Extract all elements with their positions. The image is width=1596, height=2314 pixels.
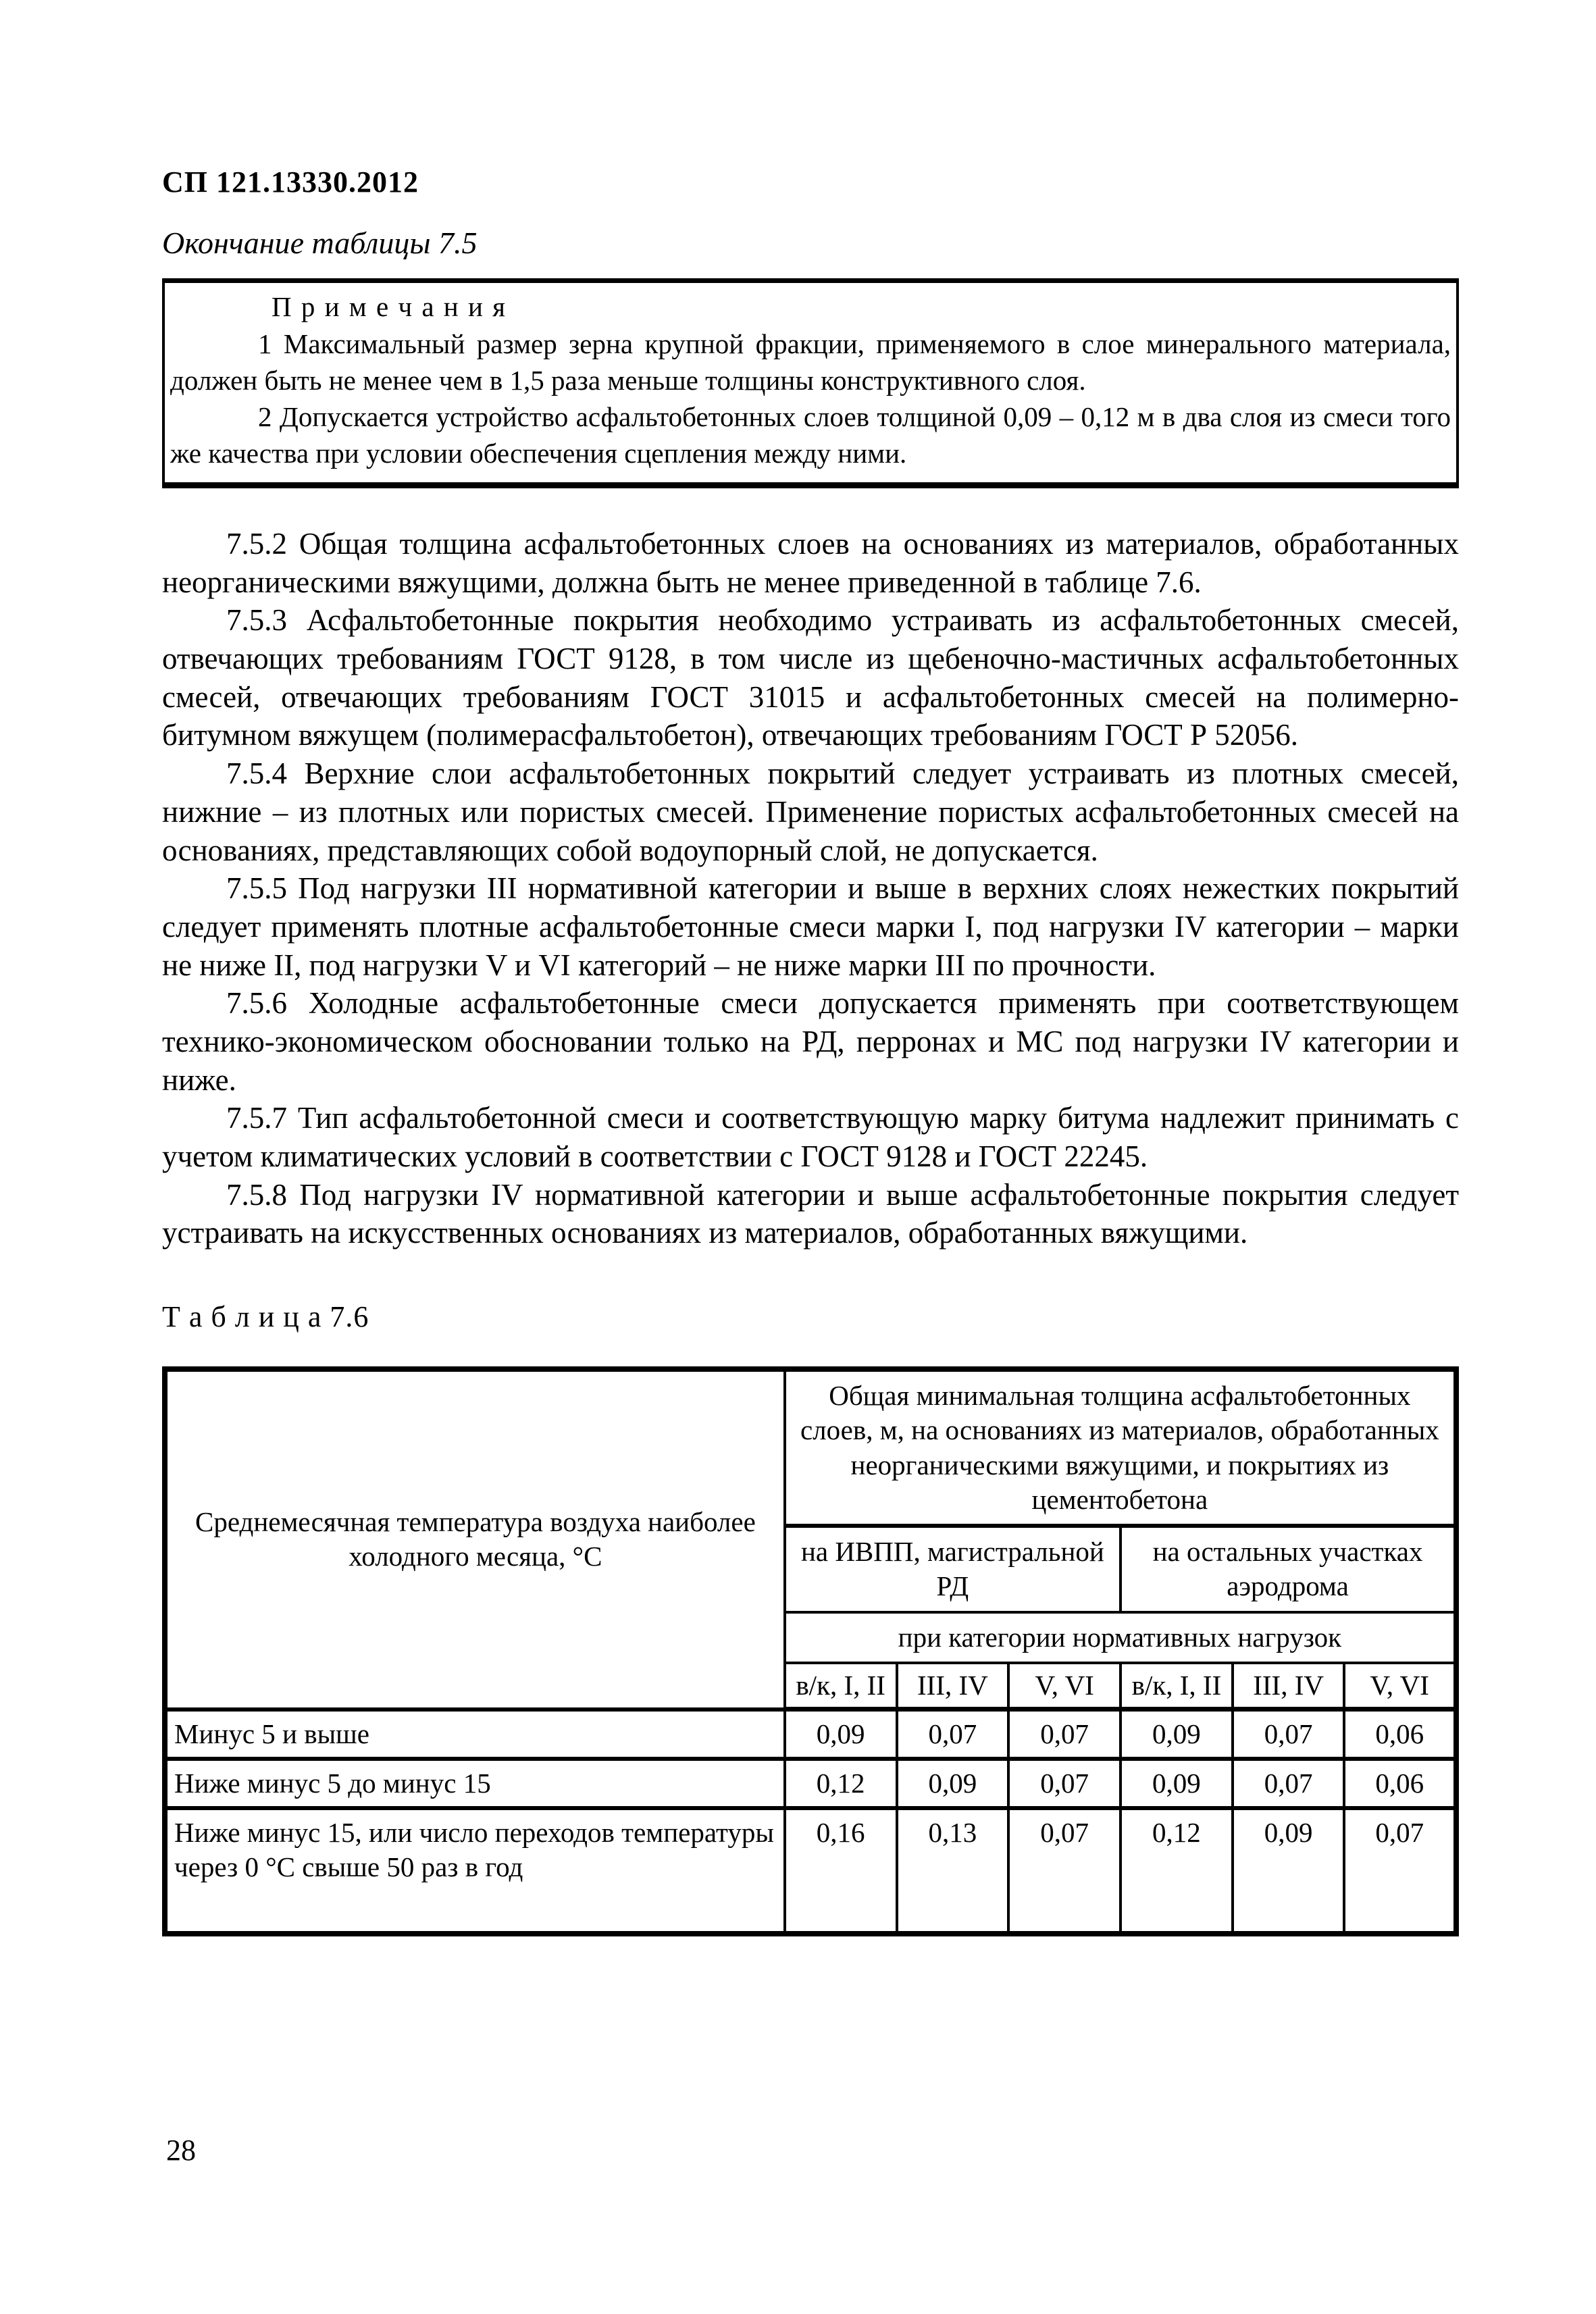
clause-text: Холодные асфальтобетонные смеси допускается применять при соответствующем технико-экономическом обосновании только на РД, перронах и МС под нагрузки IV категории и ниже. <box>162 986 1460 1097</box>
note-item-2 <box>170 398 1451 471</box>
clause-text: Под нагрузки III нормативной категории и выше в верхних слоях нежестких покрытий следует применять плотные асфальтобетонные смеси марки I, под нагрузки IV категории – марки не ниже II, под нагрузки V и VI категорий – не ниже марки III по прочности. <box>162 871 1459 982</box>
value-cell: 0,07 <box>1008 1709 1121 1759</box>
value-cell: 0,13 <box>897 1808 1009 1934</box>
clause-number: 7.5.2 <box>226 527 287 561</box>
paragraph-7-5-7 <box>162 1099 1459 1175</box>
value-cell: 0,09 <box>1121 1759 1233 1808</box>
note-number: 1 <box>258 328 272 359</box>
category-header: III, IV <box>897 1663 1009 1709</box>
table-row <box>165 1709 1456 1759</box>
body-text <box>162 525 1459 1252</box>
category-header: V, VI <box>1008 1663 1121 1709</box>
category-header: в/к, I, II <box>785 1663 897 1709</box>
row-label: Ниже минус 15, или число переходов температуры через 0 °С свыше 50 раз в год <box>165 1808 785 1934</box>
header-row-main <box>165 1369 1456 1526</box>
value-cell: 0,16 <box>785 1808 897 1934</box>
table-row <box>165 1808 1456 1934</box>
clause-number: 7.5.3 <box>226 603 287 638</box>
table-7-6-caption: Т а б л и ц а 7.6 <box>162 1300 369 1334</box>
value-cell: 0,07 <box>1233 1759 1345 1808</box>
value-cell: 0,07 <box>1233 1709 1345 1759</box>
value-cell: 0,07 <box>1008 1759 1121 1808</box>
value-cell: 0,09 <box>1121 1709 1233 1759</box>
thickness-main-header: Общая минимальная толщина асфальтобетонных слоев, м, на основаниях из материалов, обработанных неорганическими вяжущими, и покрытиях из цементобетона <box>785 1369 1456 1526</box>
clause-number: 7.5.4 <box>226 756 287 791</box>
value-cell: 0,12 <box>1121 1808 1233 1934</box>
value-cell: 0,06 <box>1344 1709 1456 1759</box>
paragraph-7-5-2 <box>162 525 1459 601</box>
paragraph-7-5-6 <box>162 984 1459 1099</box>
paragraph-7-5-3 <box>162 601 1459 754</box>
clause-text: Тип асфальтобетонной смеси и соответствующую марку битума надлежит принимать с учетом климатических условий в соответствии с ГОСТ 9128 и ГОСТ 22245. <box>162 1101 1459 1174</box>
clause-text: Верхние слои асфальтобетонных покрытий следует устраивать из плотных смесей, нижние – из плотных или пористых смесей. Применение пористых асфальтобетонных смесей на основаниях, представляющих собой водоупорный слой, не допускается. <box>162 756 1459 867</box>
value-cell: 0,12 <box>785 1759 897 1808</box>
category-header: V, VI <box>1344 1663 1456 1709</box>
load-category-band: при категории нормативных нагрузок <box>785 1612 1456 1663</box>
category-header: в/к, I, II <box>1121 1663 1233 1709</box>
clause-number: 7.5.8 <box>226 1177 287 1212</box>
value-cell: 0,09 <box>897 1759 1009 1808</box>
note-text: Допускается устройство асфальтобетонных слоев толщиной 0,09 – 0,12 м в два слоя из смеси того же качества при условии обеспечения сцепления между ними. <box>170 401 1451 469</box>
page-number: 28 <box>166 2134 196 2167</box>
note-text: Максимальный размер зерна крупной фракции, применяемого в слое минерального материала, должен быть не менее чем в 1,5 раза меньше толщины конструктивного слоя. <box>170 328 1451 396</box>
value-cell: 0,09 <box>1233 1808 1345 1934</box>
table-continuation-caption: Окончание таблицы 7.5 <box>162 225 478 260</box>
clause-text: Общая толщина асфальтобетонных слоев на основаниях из материалов, обработанных неорганическими вяжущими, должна быть не менее приведенной в таблице 7.6. <box>162 527 1460 599</box>
value-cell: 0,07 <box>1344 1808 1456 1934</box>
notes-box <box>162 278 1459 488</box>
paragraph-7-5-4 <box>162 754 1459 869</box>
category-header: III, IV <box>1233 1663 1345 1709</box>
clause-text: Асфальтобетонные покрытия необходимо устраивать из асфальтобетонных смесей, отвечающих требованиям ГОСТ 9128, в том числе из щебеночно-мастичных асфальтобетонных смесей, отвечающих требованиям ГОСТ 31015 и асфальтобетонных смесей на полимерно-битумном вяжущем (полимерасфальтобетон), отвечающих требованиям ГОСТ Р 52056. <box>162 603 1460 752</box>
row-label: Ниже минус 5 до минус 15 <box>165 1759 785 1808</box>
clause-number: 7.5.7 <box>226 1101 287 1135</box>
clause-number: 7.5.6 <box>226 986 287 1021</box>
paragraph-7-5-8 <box>162 1176 1459 1252</box>
group-header-ivpp: на ИВПП, магистральной РД <box>785 1526 1121 1612</box>
doc-code: СП 121.13330.2012 <box>162 165 419 199</box>
clause-text: Под нагрузки IV нормативной категории и выше асфальтобетонные покрытия следует устраивать на искусственных основаниях из материалов, обработанных вяжущими. <box>162 1177 1459 1250</box>
value-cell: 0,06 <box>1344 1759 1456 1808</box>
value-cell: 0,09 <box>785 1709 897 1759</box>
paragraph-7-5-5 <box>162 869 1459 984</box>
temp-column-header: Среднемесячная температура воздуха наиболее холодного месяца, °С <box>165 1369 785 1709</box>
note-number: 2 <box>258 401 272 432</box>
notes-heading: П р и м е ч а н и я <box>272 291 507 323</box>
row-label: Минус 5 и выше <box>165 1709 785 1759</box>
table-7-6 <box>162 1366 1459 1936</box>
group-header-other-areas: на остальных участках аэродрома <box>1121 1526 1456 1612</box>
note-item-1 <box>170 326 1451 398</box>
table-row <box>165 1759 1456 1808</box>
value-cell: 0,07 <box>1008 1808 1121 1934</box>
value-cell: 0,07 <box>897 1709 1009 1759</box>
clause-number: 7.5.5 <box>226 871 287 906</box>
